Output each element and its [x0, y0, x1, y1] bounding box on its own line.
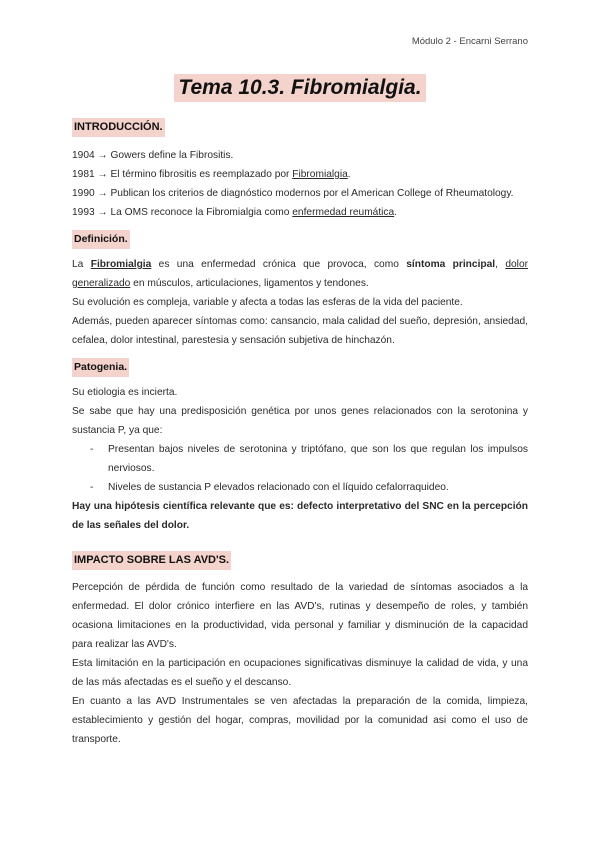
intro-line-text: 1993 → La OMS reconoce la Fibromialgia como: [72, 207, 293, 218]
term-link[interactable]: enfermedad reumática: [292, 207, 395, 218]
definicion-section: [72, 230, 528, 350]
page-header: Módulo 2 - Encarni Serrano: [411, 36, 528, 47]
impacto-section: [72, 551, 528, 749]
term-link[interactable]: dolor generalizado: [72, 259, 528, 289]
document-body: [72, 118, 528, 749]
intro-section: [72, 118, 528, 222]
page-title: Tema 10.3. Fibromialgia.: [174, 74, 425, 102]
intro-line-text: .: [347, 169, 351, 180]
term-link[interactable]: Fibromialgia: [292, 169, 348, 180]
impacto-paragraph: En cuanto a las AVD Instrumentales se ven afectadas la preparación de la comida, limpieza, establecimiento y gestión del hogar, compras, movilidad por la comunidad asi como el uso de transporte.: [72, 696, 528, 745]
impacto-paragraph: Percepción de pérdida de función como resultado de la variedad de síntomas asociados a la enfermedad. El dolor crónico interfiere en las AVD's, rutinas y desempeño de roles, y también ocasiona limitaciones en la productividad, vida personal y familiar y disminución de la capacidad para realizar las AVD's.: [72, 582, 528, 650]
definicion-heading: Definición.: [72, 230, 130, 249]
patogenia-paragraph: Se sabe que hay una predisposición genética por unos genes relacionados con la serotonina y sustancia P, ya que:: [72, 406, 528, 436]
patogenia-heading: Patogenia.: [72, 358, 129, 377]
text-run: en músculos, articulaciones, ligamentos y tendones.: [130, 278, 369, 289]
definicion-paragraph: Además, pueden aparecer síntomas como: cansancio, mala calidad del sueño, depresión, ansiedad, cefalea, dolor intestinal, parestesia y sensación subjetiva de hinchazón.: [72, 316, 528, 346]
impacto-heading: IMPACTO SOBRE LAS AVD'S.: [72, 551, 231, 570]
definicion-paragraph: Su evolución es compleja, variable y afecta a todas las esferas de la vida del paciente.: [72, 297, 463, 308]
text-run: es una enfermedad crónica que provoca, como: [151, 259, 407, 270]
patogenia-paragraph: Su etiologia es incierta.: [72, 387, 178, 398]
list-item: - Presentan bajos niveles de serotonina y triptófano, que son los que regulan los impulsos nerviosos.: [72, 440, 528, 478]
term-fibromialgia: Fibromialgia: [90, 259, 152, 270]
intro-line: 1904 → Gowers define la Fibrositis.: [72, 150, 234, 161]
intro-line: 1990 → Publican los criterios de diagnóstico modernos por el American College of Rheumatology.: [72, 188, 514, 199]
intro-line: [72, 203, 528, 222]
title-wrap: [0, 74, 600, 102]
intro-line-text: .: [394, 207, 398, 218]
patogenia-conclusion: Hay una hipótesis científica relevante que es: defecto interpretativo del SNC en la percepción de las señales del dolor.: [72, 501, 528, 531]
patogenia-list: [72, 440, 528, 497]
text-run: ,: [495, 259, 506, 270]
text-run: La: [72, 259, 91, 270]
intro-line-text: 1981 → El término fibrositis es reemplazado por: [72, 169, 293, 180]
list-item: - Niveles de sustancia P elevados relacionado con el líquido cefalorraquideo.: [72, 478, 528, 497]
term-sintoma-principal: síntoma principal: [406, 259, 496, 270]
impacto-paragraph: Esta limitación en la participación en ocupaciones significativas disminuye la calidad de vida, y una de las más afectadas es el sueño y el descanso.: [72, 658, 528, 688]
patogenia-section: [72, 358, 528, 535]
intro-heading: INTRODUCCIÓN.: [72, 118, 165, 137]
definicion-paragraph: [72, 255, 528, 293]
intro-line: [72, 165, 528, 184]
